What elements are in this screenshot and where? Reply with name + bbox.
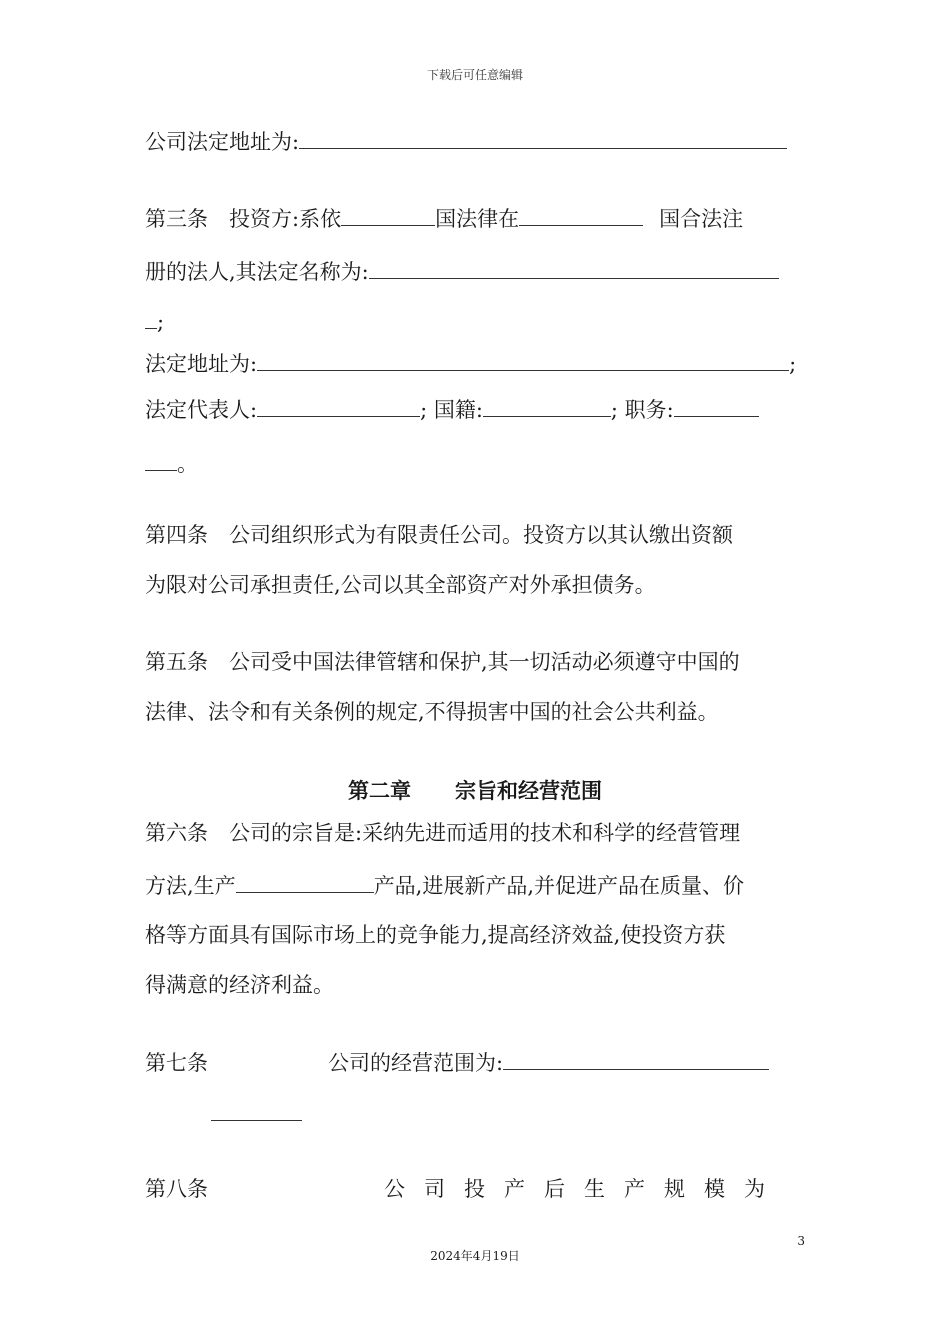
text: ; 职务: [610,398,674,422]
article-3-line-2 [145,258,779,285]
chapter-title: 宗旨和经营范围 [455,778,602,803]
text: ; 国籍: [420,398,483,422]
text: 产品,进展新产品,并促进产品在质量、价 [373,874,745,898]
page-number: 3 [797,1234,805,1248]
text: 公司投产后生产规模为 [384,1177,784,1201]
article-6-line-4: 得满意的经济利益。 [145,973,334,997]
article-3-line-3 [145,308,164,335]
chapter-heading [0,775,950,805]
line-legal-representative [145,396,759,423]
fill-blank [369,258,779,279]
fill-blank [503,1049,769,1070]
fill-blank [211,1100,302,1121]
fill-blank [236,872,374,893]
fill-blank [257,350,789,371]
text: 第七条 [145,1051,208,1075]
text: 方法,生产 [145,874,236,898]
fill-blank [519,205,643,226]
article-8-line-1 [145,1176,784,1202]
fill-blank [674,396,759,417]
text: 第八条 [145,1177,208,1201]
text: 国合法注 [659,207,744,231]
line-legal-address [145,350,796,377]
text: 国法律在 [435,207,520,231]
article-4-line-2: 为限对公司承担责任,公司以其全部资产对外承担债务。 [145,573,656,597]
header-note: 下载后可任意编辑 [426,68,523,82]
article-7-line-1 [145,1049,769,1076]
article-4-line-1: 第四条 公司组织形式为有限责任公司。投资方以其认缴出资额 [145,523,733,547]
text: 第三条 投资方:系依 [145,207,342,231]
fill-blank [341,205,435,226]
chapter-number: 第二章 [348,778,411,803]
text: ; [157,310,165,334]
article-5-line-1: 第五条 公司受中国法律管辖和保护,其一切活动必须遵守中国的 [145,650,740,674]
text: 公司法定地址为: [145,130,300,154]
fill-blank [483,396,611,417]
text: ; [789,352,797,376]
line-company-address [145,128,787,155]
article-3-line-1 [145,205,743,232]
text: 。 [177,452,198,476]
article-6-line-2 [145,872,744,899]
footer-date: 2024年4月19日 [430,1249,520,1263]
fill-blank [299,128,787,149]
text: 法定地址为: [145,352,258,376]
article-5-line-2: 法律、法令和有关条例的规定,不得损害中国的社会公共利益。 [145,700,719,724]
text: 册的法人,其法定名称为: [145,260,369,284]
article-6-line-3: 格等方面具有国际市场上的竞争能力,提高经济效益,使投资方获 [145,923,726,947]
fill-blank [257,396,420,417]
text: 公司的经营范围为: [328,1051,504,1075]
article-6-line-1: 第六条 公司的宗旨是:采纳先进而适用的技术和科学的经营管理 [145,821,741,845]
article-7-line-2 [211,1100,302,1127]
fill-blank [145,450,177,471]
line-position-end [145,450,198,477]
fill-blank [145,308,157,329]
text: 法定代表人: [145,398,258,422]
